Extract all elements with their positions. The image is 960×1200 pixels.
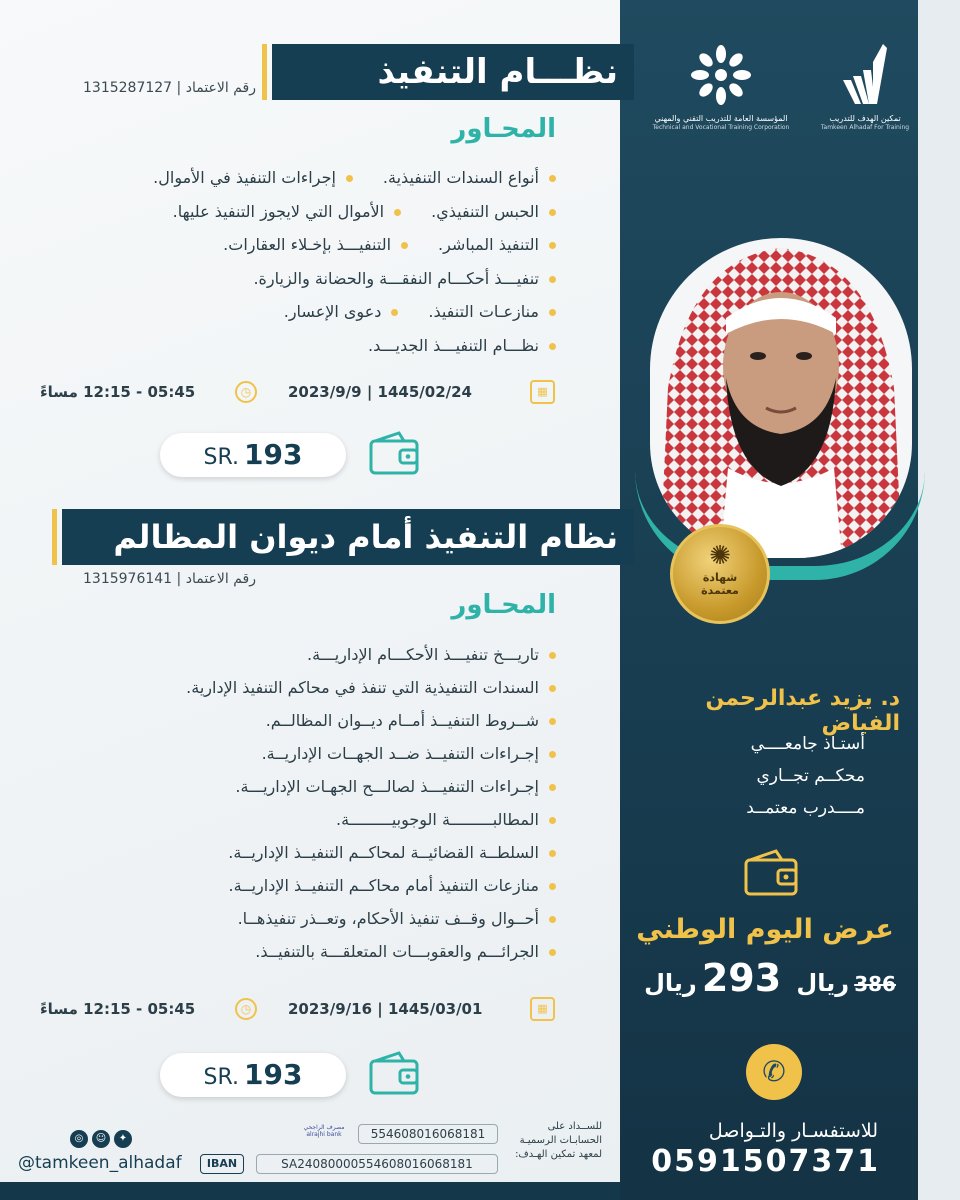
bullet-icon — [549, 817, 556, 824]
list-item — [20, 262, 556, 296]
seal-line2: معتمدة — [701, 584, 739, 597]
account-number: 554608016068181 — [358, 1124, 498, 1144]
tamkeen-name-en: Tamkeen Alhadaf For Training — [820, 124, 910, 131]
wallet-icon — [368, 1050, 420, 1096]
bullet-icon — [549, 276, 556, 283]
bullet-icon — [549, 685, 556, 692]
certified-seal — [670, 524, 770, 624]
axes-list — [20, 161, 556, 362]
bullet-icon — [549, 883, 556, 890]
schedule-line — [40, 379, 560, 407]
list-item — [20, 803, 556, 836]
course-title — [62, 509, 634, 565]
axis-text: أحــوال وقــف تنفيذ الأحكام، وتعــذر تنفيذهــا. — [237, 909, 539, 928]
offer-price — [640, 956, 900, 1000]
date-hijri: 1445/02/24 — [377, 383, 472, 401]
social-handle[interactable]: @tamkeen_alhadaf — [18, 1153, 182, 1173]
axis-text: الأموال التي لايجوز التنفيذ عليها. — [172, 201, 385, 221]
new-price-currency: ريال — [644, 969, 697, 997]
whatsapp-icon[interactable]: ✆ — [746, 1044, 802, 1100]
axis-text: التنفيـــذ بإخـلاء العقارات. — [223, 235, 392, 254]
date-gregorian: 2023/9/16 — [288, 1000, 373, 1018]
list-item — [20, 195, 556, 229]
axis-text: أنواع السندات التنفيذية. — [382, 168, 539, 187]
contact-label: للاستفسـار والتـواصل — [708, 1120, 878, 1142]
accreditation-number: 1315976141 — [83, 571, 173, 587]
accreditation: رقم الاعتماد | 1315287127 — [83, 80, 256, 96]
list-item — [20, 737, 556, 770]
new-price: 293 — [701, 956, 782, 1000]
bullet-icon — [549, 850, 556, 857]
tamkeen-mark-icon — [835, 40, 895, 110]
list-item — [20, 770, 556, 803]
axis-text: إجـراءات التنفيـــذ لصالـــح الجهـات الإداريـــة. — [235, 777, 539, 796]
axis-text: منازعات التنفيذ أمام محاكــم التنفيــذ الإداريــة. — [228, 876, 539, 895]
tamkeen-name-ar: تمكين الهدف للتدريب — [829, 114, 901, 123]
right-edge-strip — [918, 0, 960, 1200]
iban-label: IBAN — [200, 1154, 244, 1174]
axes-heading: المحـاور — [451, 590, 556, 620]
axis-text: تنفيـــذ أحكـــام النفقـــة والحضانة والزيارة. — [253, 268, 539, 288]
list-item — [20, 935, 556, 968]
list-item — [20, 329, 556, 363]
trainer-role: محكــم تجــاري — [756, 766, 865, 786]
wallet-icon — [742, 848, 800, 898]
tamkeen-logo — [820, 40, 910, 132]
instagram-icon[interactable]: ◎ — [70, 1130, 88, 1148]
bank-name-en: alrajhi bank — [306, 1131, 342, 1138]
list-item — [20, 902, 556, 935]
contact-phone[interactable]: 0591507371 — [651, 1144, 880, 1179]
bullet-icon — [549, 343, 556, 350]
axis-text: شــروط التنفيــذ أمــام ديــوان المظالــم. — [265, 711, 539, 730]
axis-text: السلطــة القضائيــة لمحاكــم التنفيــذ الإداريــة. — [228, 843, 539, 862]
accreditation-number: 1315287127 — [83, 80, 173, 96]
list-item — [20, 671, 556, 704]
session-time: 05:45 - 12:15 مساءً — [40, 383, 196, 401]
axis-text: منازعـات التنفيذ. — [428, 302, 539, 321]
axes-heading: المحـاور — [451, 114, 556, 144]
payment-note-line: الحسابـات الرسميـة — [519, 1135, 602, 1146]
list-item — [20, 869, 556, 902]
axis-text: إجـراءات التنفيــذ ضــد الجهــات الإداريــة. — [261, 744, 539, 763]
axis-text: المطالبـــــــــة الوجوبيـــــــــة. — [336, 810, 539, 829]
social-icons — [66, 1126, 136, 1146]
axis-text: السندات التنفيذية التي تنفذ في محاكم التنفيذ الإدارية. — [186, 678, 539, 697]
bullet-icon — [549, 916, 556, 923]
trainer-role: أستـاذ جامعــــي — [750, 734, 865, 754]
price-badge — [160, 1053, 346, 1097]
bullet-icon — [549, 718, 556, 725]
list-item — [20, 704, 556, 737]
seal-emblem-icon: ✺ — [709, 541, 731, 571]
seal-line1: شهادة — [702, 571, 738, 584]
bullet-icon — [549, 652, 556, 659]
list-item — [20, 638, 556, 671]
course-title-text: نظـــام التنفيذ — [377, 52, 618, 92]
bullet-icon — [549, 242, 556, 249]
list-item — [20, 836, 556, 869]
offer-title: عرض اليوم الوطني — [636, 914, 894, 945]
list-item — [20, 295, 556, 329]
twitter-icon[interactable]: ✦ — [114, 1130, 132, 1148]
course-title-text: نظام التنفيذ أمام ديوان المظالم — [113, 518, 618, 556]
price-currency: SR. — [203, 1065, 239, 1090]
date-hijri: 1445/03/01 — [387, 1000, 483, 1018]
trainer-roles — [630, 728, 865, 824]
axis-text: الجرائـــم والعقوبـــات المتعلقـــة بالتنفيــذ. — [255, 942, 539, 961]
right-column-panel — [620, 0, 918, 1200]
old-price: 386 — [854, 972, 896, 996]
old-price-currency: ريال — [796, 969, 850, 997]
clock-icon: ◷ — [235, 381, 257, 403]
axis-text: الحبس التنفيذي. — [431, 201, 539, 221]
price-currency: SR. — [203, 445, 239, 470]
axis-text: دعوى الإعسار. — [283, 302, 382, 321]
session-date: 2023/9/16 | 1445/03/01 — [288, 1000, 483, 1018]
bullet-icon — [549, 209, 556, 216]
bank-logo — [298, 1124, 350, 1146]
session-time: 05:45 - 12:15 مساءً — [40, 1000, 196, 1018]
accreditation-label: رقم الاعتماد — [185, 80, 256, 96]
tvtc-logo — [646, 40, 796, 132]
list-item — [20, 161, 556, 195]
bullet-icon — [549, 175, 556, 182]
price-amount: 193 — [244, 438, 303, 471]
payment-note-line: للســداد على — [547, 1121, 602, 1132]
axis-text: إجراءات التنفيذ في الأموال. — [153, 168, 336, 187]
calendar-icon: ▦ — [530, 997, 555, 1021]
course-title — [272, 44, 634, 100]
axes-list — [20, 638, 556, 968]
title-accent-bar — [52, 509, 57, 565]
title-accent-bar — [262, 44, 267, 100]
payment-note-line: لمعهد تمكين الهـدف: — [515, 1149, 602, 1160]
clock-icon: ◷ — [235, 998, 257, 1020]
accreditation: رقم الاعتماد | 1315976141 — [83, 571, 256, 587]
bullet-icon — [346, 175, 353, 182]
logos — [640, 30, 910, 160]
snapchat-icon[interactable]: ☺ — [92, 1130, 110, 1148]
iban-number: SA24080000554608016068181 — [256, 1154, 498, 1174]
bullet-icon — [391, 309, 398, 316]
bank-name-ar: مصرف الراجحي — [303, 1124, 345, 1131]
axis-text: تاريـــخ تنفيـــذ الأحكـــام الإداريـــة. — [306, 645, 539, 664]
axis-text: نظـــام التنفيـــذ الجديـــد. — [368, 335, 539, 355]
trainer-name: د. يزيد عبدالرحمن الفياض — [705, 686, 900, 736]
price-amount: 193 — [244, 1058, 303, 1091]
price-badge — [160, 433, 346, 477]
wallet-icon — [368, 430, 420, 476]
bullet-icon — [549, 751, 556, 758]
calendar-icon: ▦ — [530, 380, 555, 404]
tvtc-name-ar: المؤسسة العامة للتدريب التقني والمهني — [654, 114, 788, 123]
bullet-icon — [394, 209, 401, 216]
tvtc-name-en: Technical and Vocational Training Corporation — [652, 124, 790, 131]
session-date: 2023/9/9 | 1445/02/24 — [288, 383, 472, 401]
bottom-bar — [0, 1182, 620, 1200]
schedule-line — [40, 996, 560, 1024]
bullet-icon — [549, 309, 556, 316]
bullet-icon — [549, 784, 556, 791]
axis-text: التنفيذ المباشر. — [438, 235, 539, 254]
accreditation-label: رقم الاعتماد — [185, 571, 256, 587]
trainer-role: مــــدرب معتمــد — [746, 798, 865, 818]
bullet-icon — [401, 242, 408, 249]
date-gregorian: 2023/9/9 — [288, 383, 362, 401]
bullet-icon — [549, 949, 556, 956]
list-item — [20, 228, 556, 262]
tvtc-flower-icon — [686, 40, 756, 110]
payment-note — [506, 1120, 602, 1162]
